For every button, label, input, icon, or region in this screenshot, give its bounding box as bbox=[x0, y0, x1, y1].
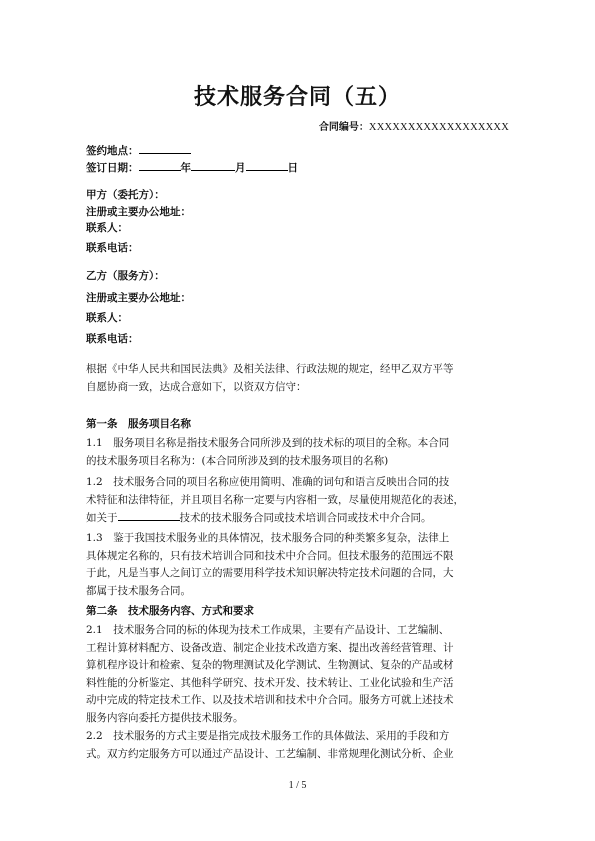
paragraph-line: 2.2 技术服务的方式主要是指完成技术服务工作的具体做法、采用的手段和方 bbox=[86, 730, 450, 742]
paragraph-line: 具体规定名称的，只有技术培训合同和技术中介合同。但技术服务的范围远不限 bbox=[86, 549, 454, 562]
paragraph-line: 料性能的分析鉴定、其他科学研究、技术开发、技术转让、工业化试验和生产活 bbox=[86, 676, 454, 689]
paragraph-text: 技术的技术服务合同或技术培训合同或技术中介合同。 bbox=[179, 512, 432, 524]
day-label: 日 bbox=[287, 162, 298, 174]
sign-date-line bbox=[86, 160, 298, 175]
intro-line: 自愿协商一致，达成合意如下，以资双方信守： bbox=[86, 380, 307, 393]
party-a-title: 甲方（委托方）： bbox=[86, 189, 165, 201]
article1-p2 bbox=[86, 474, 510, 528]
paragraph-line: 算机程序设计和检索、复杂的物理测试及化学测试、生物测试、复杂的产品或材 bbox=[86, 659, 454, 671]
paragraph-line bbox=[86, 509, 510, 528]
fill-in-blank bbox=[118, 509, 180, 521]
paragraph-line: 2.1 技术服务合同的标的体现为技术工作成果，主要有产品设计、工艺编制、 bbox=[86, 624, 450, 636]
party-a-address: 注册或主要办公地址： bbox=[86, 206, 191, 218]
article2-heading: 第二条 技术服务内容、方式和要求 bbox=[86, 605, 254, 617]
paragraph-line: 式。双方约定服务方可以通过产品设计、工艺编制、非常规理化测试分析、企业 bbox=[86, 747, 454, 760]
party-a-phone: 联系电话： bbox=[86, 242, 139, 254]
intro-line: 根据《中华人民共和国民法典》及相关法律、行政法规的规定，经甲乙双方平等 bbox=[86, 363, 454, 375]
sign-place-line bbox=[86, 143, 191, 158]
intro-paragraph bbox=[86, 361, 510, 396]
paragraph-line: 1.1 服务项目名称是指技术服务合同所涉及到的技术标的项目的全称。本合同 bbox=[86, 437, 450, 449]
article1-p3 bbox=[86, 530, 510, 600]
paragraph-line: 1.2 技术服务合同的项目名称应使用简明、准确的词句和语言反映出合同的技 bbox=[86, 476, 450, 488]
contract-number bbox=[319, 118, 509, 133]
sign-place-blank bbox=[139, 143, 191, 154]
year-blank bbox=[139, 160, 181, 171]
month-blank bbox=[191, 160, 235, 171]
article1-heading: 第一条 服务项目名称 bbox=[86, 418, 191, 430]
contract-number-label: 合同编号： bbox=[318, 122, 369, 133]
article1-p1 bbox=[86, 435, 510, 470]
party-b-phone: 联系电话： bbox=[86, 333, 139, 345]
paragraph-line: 于此，凡是当事人之间订立的需要用科学技术知识解决特定技术问题的合同，大 bbox=[86, 567, 454, 579]
paragraph-line: 工程计算材料配方、设备改造、制定企业技术改造方案、提出改善经营管理、计 bbox=[86, 641, 454, 654]
paragraph-line: 都属于技术服务合同。 bbox=[86, 584, 191, 597]
sign-place-label: 签约地点： bbox=[86, 145, 139, 157]
party-a-contact: 联系人： bbox=[86, 222, 128, 234]
article2-p2 bbox=[86, 728, 510, 763]
paragraph-text: 如关于 bbox=[86, 512, 118, 524]
page-number: 1 / 5 bbox=[288, 780, 307, 791]
month-label: 月 bbox=[235, 162, 246, 174]
contract-number-value: XXXXXXXXXXXXXXXXXX bbox=[368, 122, 509, 133]
party-b-title: 乙方（服务方）： bbox=[86, 270, 165, 282]
sign-date-label: 签订日期： bbox=[86, 162, 139, 174]
paragraph-line: 的技术服务项目名称为：(本合同所涉及到的技术服务项目的名称) bbox=[86, 454, 389, 467]
party-b-contact: 联系人： bbox=[86, 312, 128, 324]
day-blank bbox=[246, 160, 288, 171]
paragraph-line: 动中完成的特定技术工作、以及技术培训和技术中介合同。服务方可就上述技术 bbox=[86, 694, 454, 706]
year-label: 年 bbox=[180, 162, 191, 174]
paragraph-line: 服务内容向委托方提供技术服务。 bbox=[86, 711, 244, 724]
article2-p1 bbox=[86, 622, 510, 727]
document-title: 技术服务合同（五） bbox=[193, 85, 401, 110]
paragraph-line: 术特征和法律特征，并且项目名称一定要与内容相一致，尽量使用规范化的表述， bbox=[86, 493, 464, 506]
paragraph-line: 1.3 鉴于我国技术服务业的具体情况，技术服务合同的种类繁多复杂，法律上 bbox=[86, 532, 450, 544]
party-b-address: 注册或主要办公地址： bbox=[86, 292, 191, 304]
